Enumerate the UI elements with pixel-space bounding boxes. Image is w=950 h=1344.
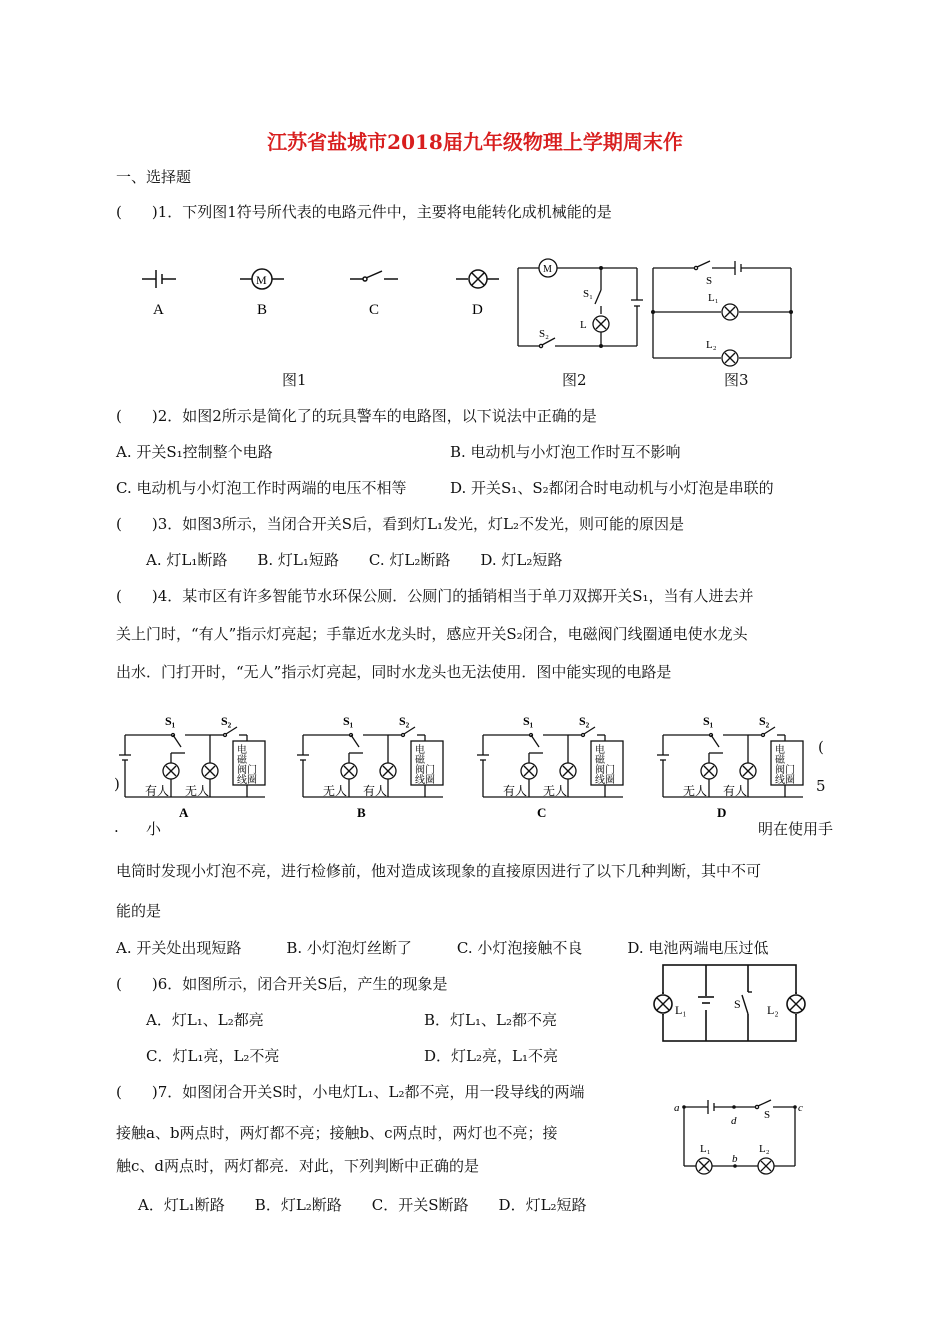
q4-lamp-vacant: 无人 [185, 784, 210, 798]
fig7-l2: L₂ [759, 1143, 770, 1155]
q4-coil-text: 电 [415, 745, 425, 756]
question-3: ( )3．如图3所示，当闭合开关S后，看到灯L₁发光，灯L₂不发光，则可能的原因是 [116, 515, 685, 533]
q4-s2-label: S₂ [221, 714, 232, 728]
q6-option-b: B．灯L₁、L₂都不亮 [424, 1011, 557, 1029]
q2-option-d: D. 开关S₁、S₂都闭合时电动机与小灯泡是串联的 [450, 479, 774, 497]
section-heading: 一、选择题 [116, 168, 192, 186]
q4-coil-text: 阀门 [595, 765, 615, 776]
q4-lamp-occupied: 无人 [683, 784, 708, 798]
question-7-line-1: ( )7．如图闭合开关S时，小电灯L₁、L₂都不亮，用一段导线的两端 [116, 1083, 585, 1101]
q4-coil-text: 阀门 [237, 765, 257, 776]
figure-6 [658, 962, 803, 1044]
q4-lamp-occupied: 无人 [323, 784, 348, 798]
q4-lamp-vacant: 有人 [723, 784, 748, 798]
q4-s1-label: S₁ [703, 714, 714, 728]
figure-1 [0, 255, 950, 345]
motor-symbol-m: M [256, 273, 267, 287]
fig6-l1: L₁ [675, 1003, 687, 1017]
q5-xiao: 小 [146, 820, 162, 838]
fig1-label-c: C [369, 302, 380, 318]
fig7-a: a [674, 1102, 680, 1114]
fig2-s1: S₁ [583, 288, 593, 300]
fig7-d: d [731, 1115, 737, 1127]
q4-lamp-vacant: 无人 [543, 784, 568, 798]
fig6-l2: L₂ [767, 1003, 779, 1017]
q3-options: A. 灯L₁断路 B. 灯L₁短路 C. 灯L₂断路 D. 灯L₂短路 [146, 551, 563, 569]
figure-2 [515, 258, 655, 358]
q4-coil-text: 线圈 [237, 775, 257, 786]
q4-figure-label: D [717, 805, 727, 820]
fig7-s: S [764, 1109, 771, 1121]
q4-s2-label: S₂ [759, 714, 770, 728]
q6-option-a: A．灯L₁、L₂都亮 [146, 1011, 264, 1029]
fig2-motor-m: M [543, 264, 552, 275]
q4-coil-text: 电 [595, 745, 605, 756]
page-title: 江苏省盐城市2018届九年级物理上学期周末作 [267, 130, 683, 154]
q2-option-a: A. 开关S₁控制整个电路 [116, 443, 273, 461]
q4-coil-text: 电 [775, 745, 785, 756]
q6-option-c: C．灯L₁亮，L₂不亮 [146, 1047, 280, 1065]
q2-option-c: C. 电动机与小灯泡工作时两端的电压不相等 [116, 479, 407, 497]
question-6: ( )6．如图所示，闭合开关S后，产生的现象是 [116, 975, 448, 993]
q5-text-start: 明在使用手 [758, 820, 834, 838]
fig6-s: S [734, 997, 741, 1011]
fig2-caption: 图2 [562, 371, 587, 389]
question-7-line-2: 接触a、b两点时，两灯都不亮；接触b、c两点时，两灯也不亮；接 [116, 1124, 558, 1142]
q5-dot: . [114, 818, 119, 836]
question-5-line-2: 电筒时发现小灯泡不亮，进行检修前，他对造成该现象的直接原因进行了以下几种判断，其中不可 [116, 862, 762, 880]
q4-coil-text: 阀门 [415, 765, 435, 776]
q4-coil-text: 磁 [595, 755, 605, 766]
question-1: ( )1．下列图1符号所代表的电路元件中，主要将电能转化成机械能的是 [116, 203, 612, 221]
q4-s2-label: S₂ [399, 714, 410, 728]
q4-figure-label: A [179, 805, 189, 820]
q4-circuit-b [297, 714, 443, 820]
fig3-s: S [706, 275, 713, 287]
q4-coil-text: 阀门 [775, 765, 795, 776]
q4-coil-text: 磁 [237, 755, 247, 766]
fig3-caption: 图3 [724, 371, 749, 389]
q4-figure-label: B [357, 805, 366, 820]
fig2-l: L [580, 319, 587, 331]
question-7-line-3: 触c、d两点时，两灯都亮．对此，下列判断中正确的是 [116, 1157, 480, 1175]
q4-s2-label: S₂ [579, 714, 590, 728]
q4-s1-label: S₁ [343, 714, 354, 728]
question-4-line-3: 出水．门打开时，“无人”指示灯亮起，同时水龙头也无法使用．图中能实现的电路是 [116, 663, 672, 681]
q4-circuit-d [657, 714, 803, 820]
fig7-l1: L₁ [700, 1143, 711, 1155]
q6-option-d: D．灯L₂亮，L₁不亮 [424, 1047, 558, 1065]
fig7-b: b [732, 1153, 738, 1165]
figure-3 [650, 260, 800, 360]
fig7-c: c [798, 1102, 803, 1114]
question-4-line-2: 关上门时，“有人”指示灯亮起；手靠近水龙头时，感应开关S₂闭合，电磁阀门线圈通电使水龙头 [116, 625, 748, 643]
figure-7 [672, 1096, 807, 1176]
q4-lamp-occupied: 有人 [145, 784, 170, 798]
q4-lamp-occupied: 有人 [503, 784, 528, 798]
q4-coil-text: 线圈 [595, 775, 615, 786]
question-5-line-3: 能的是 [116, 902, 162, 920]
fig3-l2: L₂ [706, 339, 717, 351]
q5-close-paren: ) [114, 775, 120, 793]
q4-coil-text: 线圈 [775, 775, 795, 786]
fig1-label-d: D [472, 302, 483, 318]
question-4-line-1: ( )4．某市区有许多智能节水环保公厕．公厕门的插销相当于单刀双掷开关S₁，当有人进去并 [116, 587, 754, 605]
q4-circuit-c [477, 714, 623, 820]
q4-coil-text: 线圈 [415, 775, 435, 786]
q5-open-paren: ( [818, 738, 824, 756]
q5-number: 5 [816, 777, 826, 795]
q7-options: A．灯L₁断路 B．灯L₂断路 C．开关S断路 D．灯L₂短路 [138, 1196, 587, 1214]
fig2-s2: S₂ [539, 328, 549, 340]
q4-coil-text: 磁 [415, 755, 425, 766]
q4-coil-text: 磁 [775, 755, 785, 766]
q2-option-b: B. 电动机与小灯泡工作时互不影响 [450, 443, 681, 461]
fig1-label-b: B [257, 302, 268, 318]
q5-options: A. 开关处出现短路 B. 小灯泡灯丝断了 C. 小灯泡接触不良 D. 电池两端电压过低 [116, 939, 769, 957]
fig1-label-a: A [153, 302, 164, 318]
q4-s1-label: S₁ [523, 714, 534, 728]
question-4-figures [115, 705, 915, 825]
q4-lamp-vacant: 有人 [363, 784, 388, 798]
q4-circuit-a [119, 714, 265, 820]
question-2: ( )2．如图2所示是简化了的玩具警车的电路图，以下说法中正确的是 [116, 407, 597, 425]
q4-s1-label: S₁ [165, 714, 176, 728]
q4-coil-text: 电 [237, 745, 247, 756]
fig3-l1: L₁ [708, 292, 719, 304]
q4-figure-label: C [537, 805, 547, 820]
fig1-caption: 图1 [282, 371, 307, 389]
